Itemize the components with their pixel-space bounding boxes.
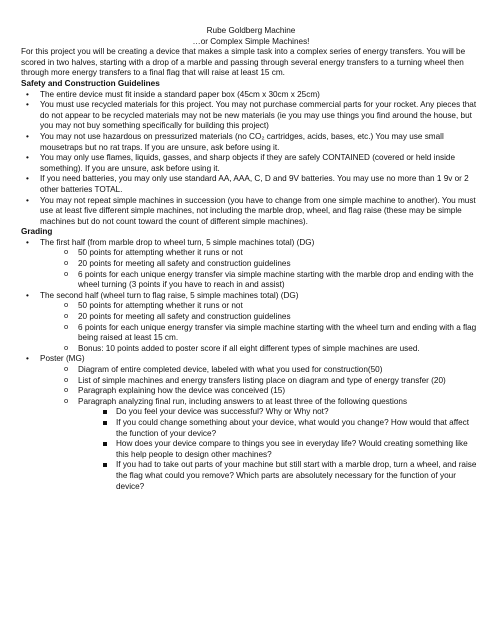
grading-sublist [60,301,481,354]
grading-subitem: o 20 points for meeting all safety and construction guidelines [60,259,481,270]
grading-subitem: o Diagram of entire completed device, labeled with what you used for construction(50) [60,365,481,376]
question-list [98,407,481,492]
safety-item: • You may not use hazardous on pressurized materials (no CO₂ cartridges, acids, bases, etc.) You may use small mousetraps but no rat traps. If you are unsure, ask before using it. [21,132,481,153]
safety-item: • The entire device must fit inside a standard paper box (45cm x 30cm x 25cm) [21,90,481,101]
safety-list [21,90,481,228]
safety-item: • You may only use flames, liquids, gasses, and sharp objects if they are safely CONTAINED (covered or held inside something). If you are unsure, ask before using it. [21,153,481,174]
intro-paragraph: For this project you will be creating a device that makes a simple task into a complex series of energy transfers. You will be scored in two halves, starting with a drop of a marble and passing through several energy transfers to a turning wheel then through more energy transfers to a final flag that will raise at least 15 cm. [21,47,466,78]
grading-item [21,354,481,492]
doc-subtitle: …or Complex Simple Machines! [192,36,310,46]
grading-subitem [60,397,481,492]
grading-item-label: Poster (MG) [40,354,85,364]
grading-item-label: The second half (wheel turn to flag raise, 5 simple machines total) (DG) [40,290,299,300]
grading-subitem: o 50 points for attempting whether it runs or not [60,248,481,259]
grading-item-label: The first half (from marble drop to wheel turn, 5 simple machines total) (DG) [40,237,315,247]
grading-subitem: o 20 points for meeting all safety and construction guidelines [60,312,481,323]
grading-item [21,238,481,291]
grading-sublist [60,248,481,290]
question-item: Do you feel your device was successful? Why or Why not? [98,407,481,418]
grading-item [21,291,481,355]
grading-subitem: o List of simple machines and energy transfers listing place on diagram and type of energy transfer (20) [60,376,481,387]
question-item: If you could change something about your device, what would you change? How would that affect the function of your device? [98,418,481,439]
grading-subitem: o 50 points for attempting whether it runs or not [60,301,481,312]
question-item: How does your device compare to things you see in everyday life? Would creating something like this help people to design other machines? [98,439,481,460]
safety-item: • If you need batteries, you may only use standard AA, AAA, C, D and 9V batteries. You may use no more than 1 9v or 2 other batteries TOTAL. [21,174,481,195]
grading-subitem: o Paragraph explaining how the device was conceived (15) [60,386,481,397]
doc-title: Rube Goldberg Machine [206,26,296,35]
grading-sublist [60,365,481,492]
safety-item: • You may not repeat simple machines in succession (you have to change from one simple machine to another). You must use at least five different simple machines, not including the marble drop, wheel, and flag raise (these may be simple machines but do not count toward the count of different simple machines). [21,196,481,228]
question-item: If you had to take out parts of your machine but still start with a marble drop, turn a wheel, and raise the flag what could you remove? Which parts are absolutely necessary for the function of your device? [98,460,481,492]
grading-heading: Grading [21,227,53,237]
safety-heading: Safety and Construction Guidelines [21,78,160,88]
grading-subitem: o Bonus: 10 points added to poster score if all eight different types of simple machines are used. [60,344,481,355]
grading-list [21,238,481,492]
grading-subitem-label: Paragraph analyzing final run, including answers to at least three of the following questions [78,396,408,406]
safety-item: • You must use recycled materials for this project. You may not purchase commercial parts for your rocket. Any pieces that do not appear to be recycled materials may not be new materials (ie you may use things you find around the house, but you may not buy something specifically for building this project) [21,100,481,132]
grading-subitem: o 6 points for each unique energy transfer via simple machine starting with the marble drop and ending with the wheel turning (3 points if you have to reach in and assist) [60,270,481,291]
grading-subitem: o 6 points for each unique energy transfer via simple machine starting with the wheel turn and ending with a flag being raised at least 15 cm. [60,323,481,344]
